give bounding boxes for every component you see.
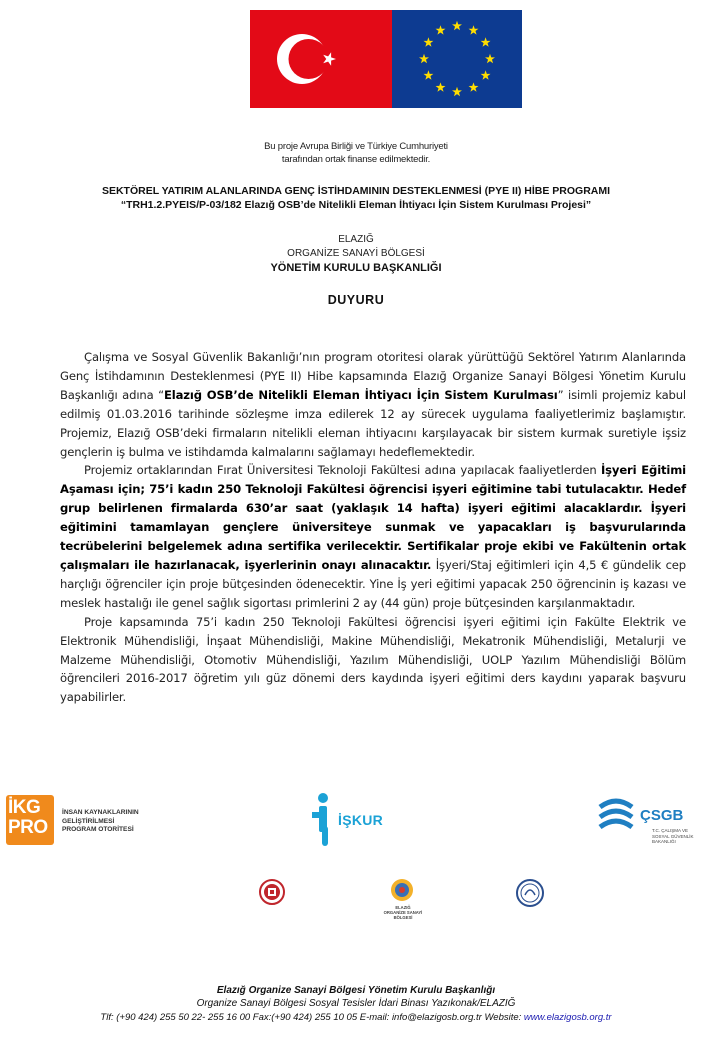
org-city: ELAZIĞ [338,234,374,245]
eu-star-icon [423,37,433,46]
footer-contact [0,1012,712,1023]
ikg-pro-logo [6,795,166,847]
p1-run-1: Elazığ OSB’de Nitelikli Eleman İhtiyacı İçin Sistem Kurulması [164,387,558,402]
eu-star-icon [469,82,479,91]
p1-run-0: Çalışma ve Sosyal Güvenlik Bakanlığı’nın program otoritesi olarak yürüttüğü Sektörel Yatırım Alanlarında Genç İstihdamının Desteklenmesi (PYE II) Hibe kapsamında Elazığ Organize Sanayi Bölgesi Yönetim Kurulu Başkanlığı adına “ [60,350,686,402]
p2-run-2: İşyeri/Staj eğitimleri için 4,5 € gündelik cep harçlığı öğrenciler için proje bütçesinden ödenecektir. Yine İş yeri eğitimi yapacak 250 öğrencinin iş kazası ve meslek hastalığı ile genel sağlık sigortası primlerini 2 ay (44 gün) proje bütçesinden karşılanmaktadır. [60,557,686,610]
eu-star-icon [423,70,433,79]
eu-star-icon [485,54,495,63]
footer-website-link[interactable]: www.elazigosb.org.tr [523,1012,612,1023]
paragraph-2 [60,461,686,612]
p3-run-0: Proje kapsamında 75’i kadın 250 Teknoloji Fakültesi öğrencisi işyeri eğitimi için Fakülte Elektrik ve Elektronik Mühendisliği, İnşaat Mühendisliği, Makine Mühendisliği, Mekatronik Mühendisliği, Metalurji ve Malzeme Mühendisliği, Otomotiv Mühendisliği, Yazılım Mühendisliği, UOLP Yazılım Mühendisliği Bölüm öğrencileri 2016-2017 öğretim yılı güz dönemi ders kaydında işyeri eğitimi ders kaydını yaparak başvuru yapabilirler. [60,614,686,705]
funding-notice-line1: Bu proje Avrupa Birliği ve Türkiye Cumhuriyeti [264,141,448,152]
eu-star-icon [452,87,462,96]
funding-notice-line2: tarafından ortak finanse edilmektedir. [281,154,431,165]
eu-star-icon [481,70,491,79]
eu-star-icon [436,25,446,34]
iskur-text: İŞKUR [338,812,384,828]
eu-star-icon [436,82,446,91]
ikg-line-3: PROGRAM OTORİTESİ [62,826,134,833]
footer-contact-text: Tlf: (+90 424) 255 50 22- 255 16 00 Fax:(+90 424) 255 10 05 E-mail: info@elazigosb.org.tr Website: [100,1012,524,1023]
program-title: SEKTÖREL YATIRIM ALANLARINDA GENÇ İSTİHDAMININ DESTEKLENMESİ (PYE II) HİBE PROGRAMI [101,185,611,197]
eu-star-icon [452,21,462,30]
osb-line-2: ORGANİZE SANAYİ [383,910,423,915]
csgb-sub-1: T.C. ÇALIŞMA VE [652,828,689,833]
ikg-line-2: GELİŞTİRİLMESİ [62,817,115,825]
org-board: YÖNETİM KURULU BAŞKANLIĞI [270,262,442,274]
paragraph-3 [60,613,686,708]
csgb-symbol-icon [596,795,636,835]
eu-star-icon [469,25,479,34]
eu-flag [392,10,522,108]
document-title: DUYURU [327,293,385,307]
iskur-logo [310,792,420,850]
osb-gear-icon [390,878,414,902]
announcement-body [60,348,686,707]
paragraph-1 [60,348,686,461]
org-name: ORGANİZE SANAYİ BÖLGESİ [287,248,425,259]
csgb-logo [596,795,706,855]
p2-run-0: Projemiz ortaklarından Fırat Üniversitesi Teknoloji Fakültesi adına yapılacak faaliyetlerden [84,463,602,478]
university-seal-icon [259,879,285,910]
osb-line-3: BÖLGESİ [393,915,413,920]
iskur-symbol-icon [310,792,340,850]
csgb-text: ÇSGB [640,807,684,824]
turkish-flag [250,10,396,108]
ikg-big-text-2: PRO [8,817,48,838]
faculty-emblem-icon [516,879,544,912]
eu-star-icon [419,54,429,63]
project-title: “TRH1.2.PYEIS/P-03/182 Elazığ OSB’de Nitelikli Eleman İhtiyacı İçin Sistem Kurulması Projesi” [120,199,592,211]
footer-address: Organize Sanayi Bölgesi Sosyal Tesisler İdari Binası Yazıkonak/ELAZIĞ [196,998,516,1009]
elazig-osb-logo [378,878,428,928]
p1-run-2: ” isimli projemiz kabul edilmiş 01.03.2016 tarihinde sözleşme imza edilerek 12 ay sürecek uygulama faaliyetlerimiz başlamıştır. Projemiz, Elazığ OSB’deki firmaların nitelikli eleman ihtiyacını karşılayacak bir sistem kurmak suretiyle işsiz gençlerin iş bulma ve istihdamda kalmalarını sağlamayı hedeflemektedir. [60,387,687,459]
eu-star-icon [481,37,491,46]
ikg-big-text-1: İKG [8,797,41,818]
footer-org: Elazığ Organize Sanayi Bölgesi Yönetim Kurulu Başkanlığı [216,985,496,996]
osb-line-1: ELAZIĞ [395,905,411,910]
csgb-sub-3: BAKANLIĞI [652,839,676,844]
p2-run-1: İşyeri Eğitimi Aşaması için; 75’i kadın 250 Teknoloji Fakültesi öğrencisi işyeri eğitimine tabi tutulacaktır. Hedef grup belirlenen firmalarda 630’ar saat (yaklaşık 14 hafta) işyeri eğitimi alacaklardır. İşyeri eğitimini tamamlayan gençlere üniversiteye sunmak ve yapacakları iş başvurularında tecrübelerini belgelemek adına sertifika verilecektir. Sertifikalar proje ekibi ve Fakültenin ortak çalışmaları ile hazırlanacak, işyerlerinin onayı alınacaktır. [60,463,686,572]
ikg-line-1: İNSAN KAYNAKLARININ [62,809,139,816]
csgb-sub-2: SOSYAL GÜVENLİK [652,833,694,839]
